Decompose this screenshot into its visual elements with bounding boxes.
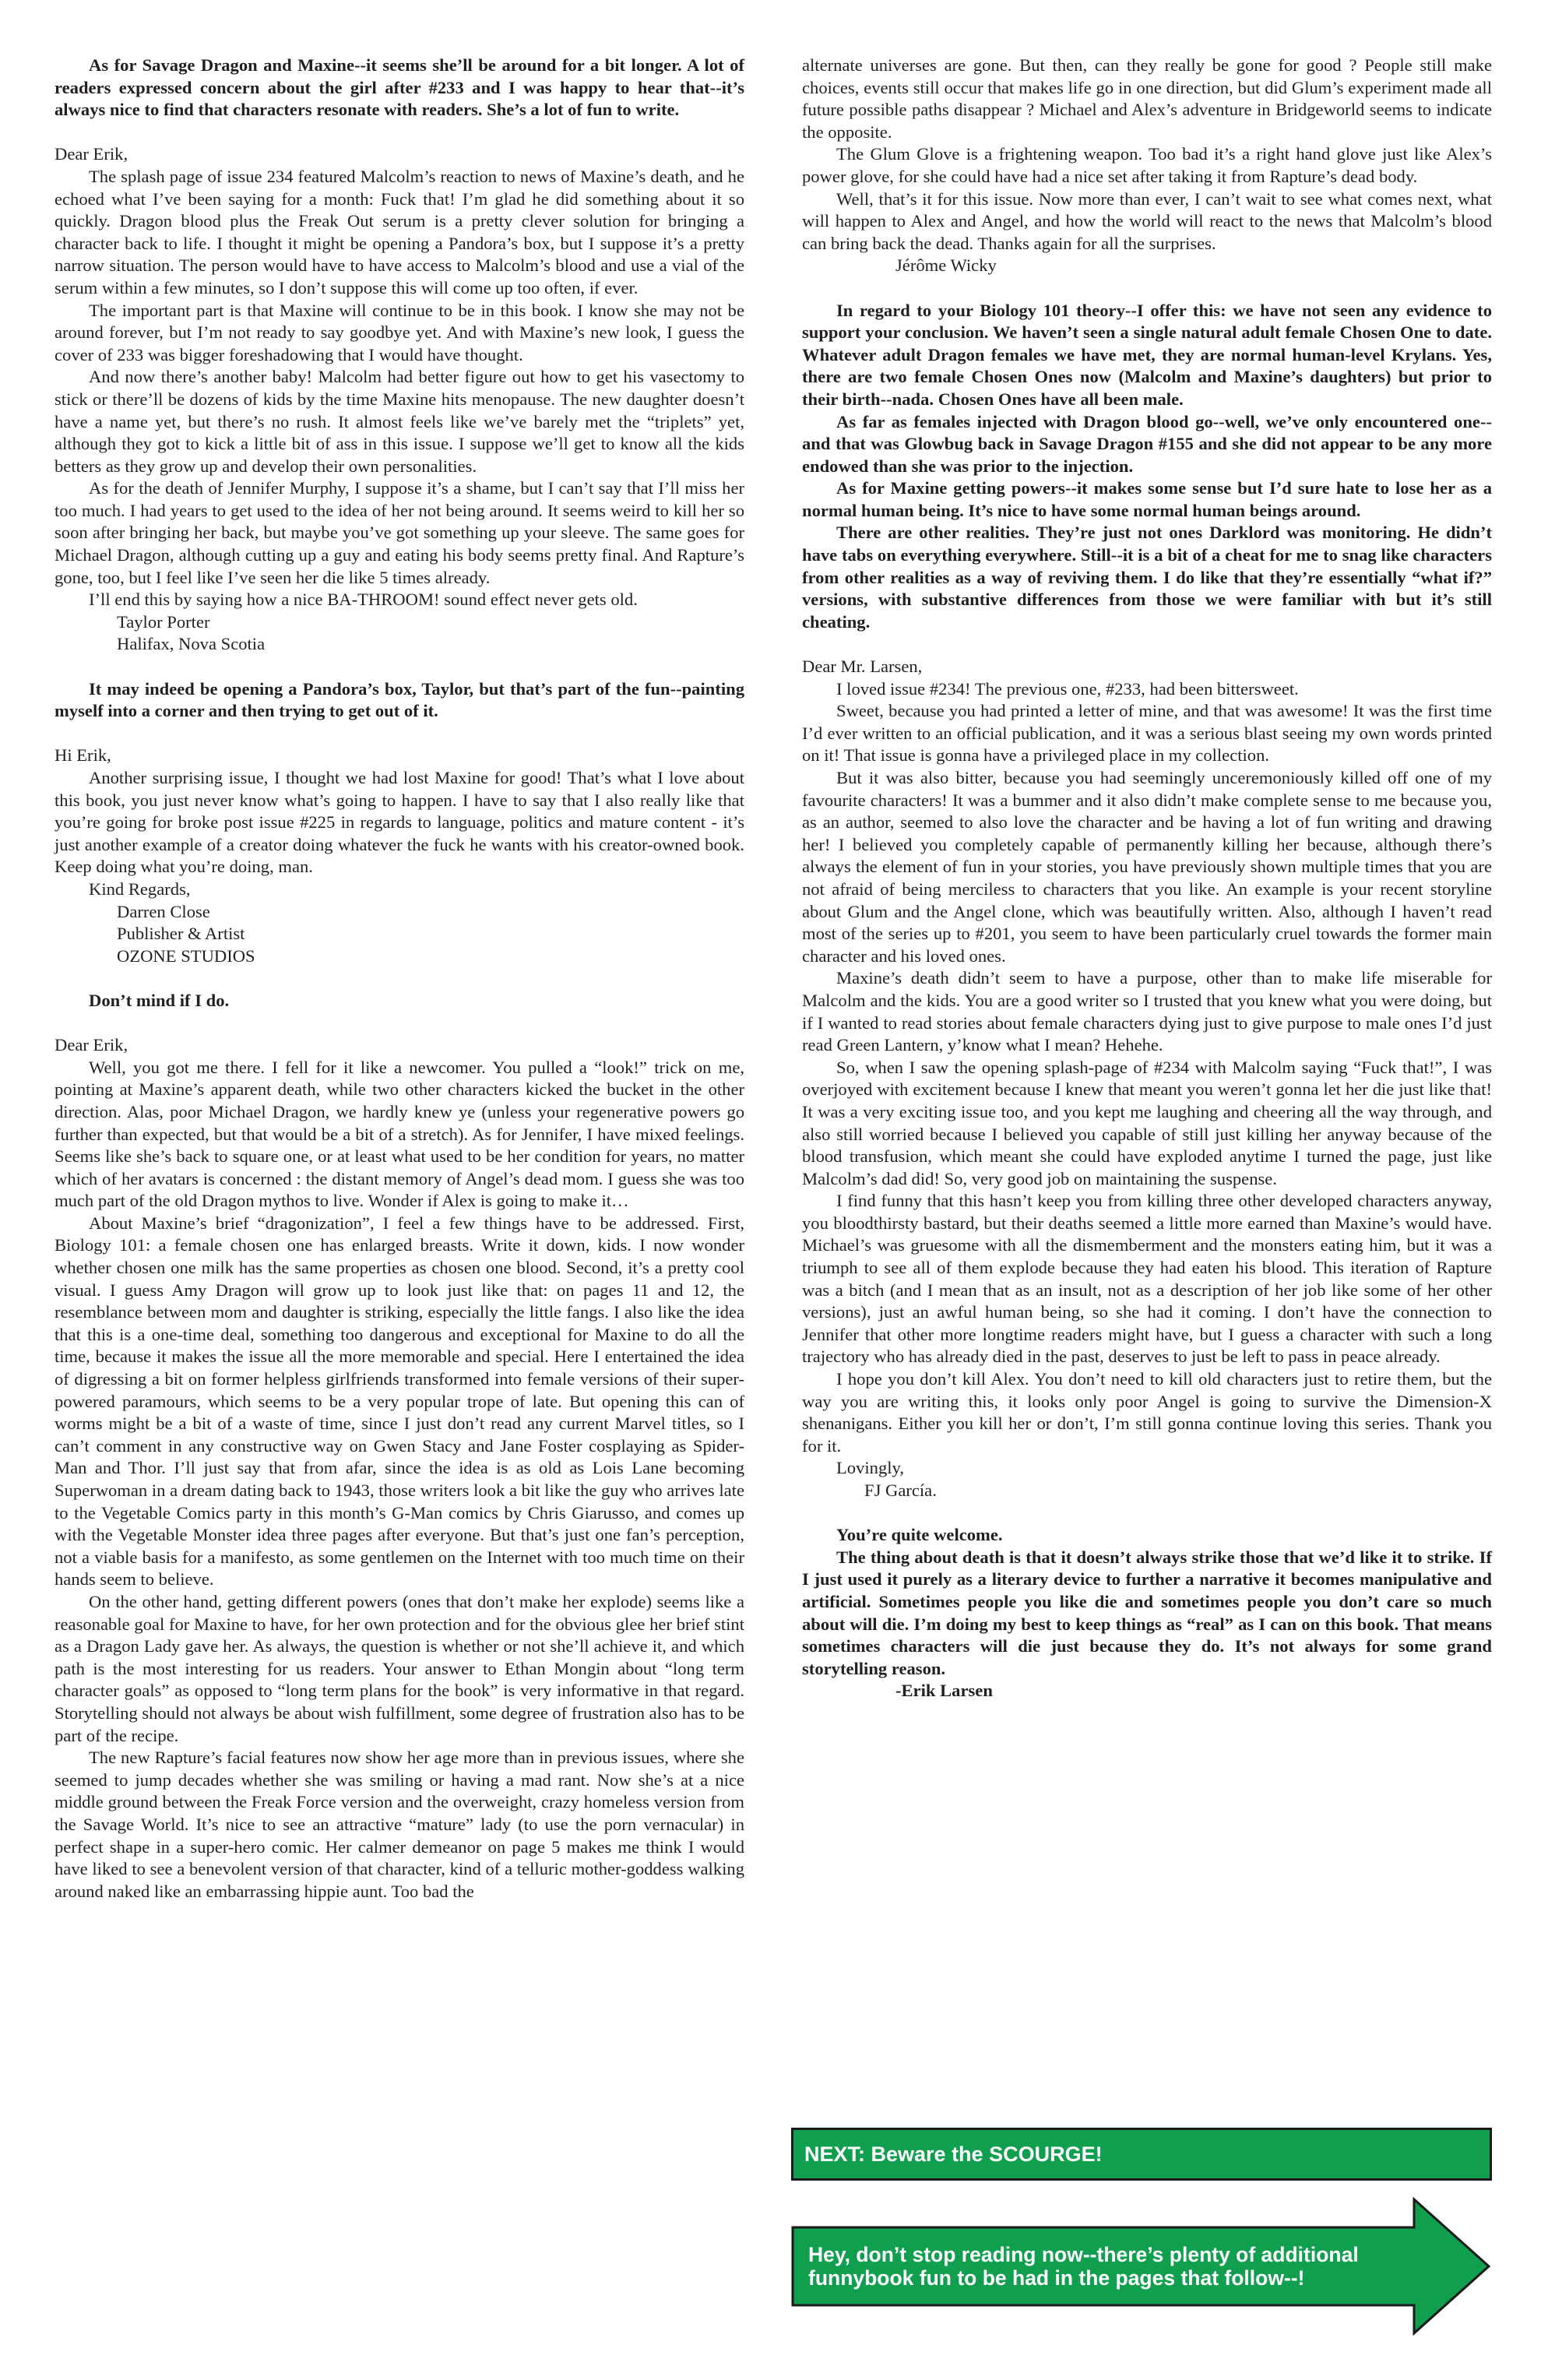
letter-paragraph: So, when I saw the opening splash-page of #234 with Malcolm saying “Fuck that!”, I was overjoyed with excitement because I knew that meant you weren’t gonna let her die just like that! It was a very exciting issue too, and you kept me laughing and cheering all the way through, and also still worried because I believed you capable of still just killing her anyway because of the blood transfusion, which meant she could have exploded anytime I turned the page, just like Malcolm’s dad did! So, very good job on maintaining the suspense. bbox=[802, 1057, 1492, 1188]
letter-paragraph: I find funny that this hasn’t keep you from killing three other developed characters anyway, you bloodthirsty bastard, but their deaths seemed a little more earned than Maxine’s would have. Michael’s was gruesome with all the dismemberment and the monsters eating him, but it was a triumph to see all of them explode because they had eaten his blood. This iteration of Rapture was a bitch (and I mean that as an insult, not as a description of her job like some of her other versions), just an awful human being, so she had it coming. I don’t have the connection to Jennifer that other more longtime readers might have, but I guess a character with such a long trajectory who has already died in the past, deserves to just be left to pass in peace already. bbox=[802, 1191, 1492, 1367]
paragraph-gap bbox=[802, 277, 1492, 300]
left-column bbox=[55, 55, 744, 1903]
editor-reply: As for Savage Dragon and Maxine--it seems she’ll be around for a bit longer. A lot of readers expressed concern about the girl after #233 and I was happy to hear that--it’s always nice to find that characters resonate with readers. She’s a lot of fun to write. bbox=[55, 55, 744, 120]
letter-paragraph: About Maxine’s brief “dragonization”, I feel a few things have to be addressed. First, Biology 101: a female chosen one has enlarged breasts. Write it down, kids. I now wonder whether chosen one milk has the same properties as chosen one blood. Second, it’s a pretty cool visual. I guess Amy Dragon will grow up to look just like that: on pages 11 and 12, the resemblance between mom and daughter is striking, especially the little fangs. I also like the idea that this is a one-time deal, something too dangerous and exceptional for Maxine to do all the time, because it makes the issue all the more memorable and special. Here I entertained the idea of digressing a bit on former helpless girlfriends transformed into female versions of their super-powered paramours, which seems to be a very popular trope of late. But opening this can of worms might be a bit of a waste of time, since I just don’t read any current Marvel titles, so I can’t comment in any constructive way on Gwen Stacy and Jane Foster cosplaying as Spider-Man and Thor. I’ll just say that from afar, since the idea is as old as Lois Lane becoming Superwoman in a dream dating back to 1943, those writers look a bit like the guy who arrives late to the Vegetable Comics party in this month’s G-Man comics by Chris Giarusso, and comes up with the Vegetable Monster idea three pages after everyone. But that’s just one fan’s perception, not a viable basis for a manifesto, as some gentlemen on the Internet with too much time on their hands seem to believe. bbox=[55, 1213, 744, 1590]
letter-signature: Darren Close bbox=[117, 901, 210, 921]
editor-reply: -Erik Larsen bbox=[895, 1681, 993, 1701]
next-issue-text: NEXT: Beware the SCOURGE! bbox=[804, 2142, 1103, 2166]
letter-signature: Taylor Porter bbox=[117, 611, 210, 632]
editor-reply: Don’t mind if I do. bbox=[89, 990, 230, 1010]
letter-paragraph: Well, that’s it for this issue. Now more than ever, I can’t wait to see what comes next, what will happen to Alex and Angel, and how the world will react to the news that Malcolm’s blood can bring back the dead. Thanks again for all the surprises. bbox=[802, 188, 1492, 253]
paragraph-gap bbox=[55, 967, 744, 990]
letter-paragraph: Dear Mr. Larsen, bbox=[802, 657, 923, 677]
letter-paragraph: And now there’s another baby! Malcolm had better figure out how to get his vasectomy to stick or there’ll be dozens of kids by the time Maxine hits menopause. The new daughter doesn’t have a name yet, but there’s no rush. It almost feels like we’ve barely met the “triplets” yet, although they got to kick a little bit of ass in this issue. I suppose we’ll get to know all the kids betters as they grow up and develop their own personalities. bbox=[55, 367, 744, 476]
letter-paragraph: Another surprising issue, I thought we had lost Maxine for good! That’s what I love about this book, you just never know what’s going to happen. I have to say that I also really like that you’re going for broke post issue #225 in regards to language, politics and mature content - it’s just another example of a creator doing whatever the fuck he wants with his creator-owned book. Keep doing what you’re doing, man. bbox=[55, 768, 744, 877]
letter-paragraph: Dear Erik, bbox=[55, 1035, 128, 1055]
letter-paragraph: Kind Regards, bbox=[89, 878, 191, 899]
letter-signature: Halifax, Nova Scotia bbox=[117, 634, 266, 654]
right-column bbox=[802, 55, 1492, 1702]
paragraph-gap bbox=[802, 633, 1492, 656]
editor-reply: It may indeed be opening a Pandora’s box, Taylor, but that’s part of the fun--painting myself into a corner and then trying to get out of it. bbox=[55, 678, 744, 721]
paragraph-gap bbox=[55, 1012, 744, 1035]
letter-paragraph: I hope you don’t kill Alex. You don’t need to kill old characters just to retire them, but the way you are writing this, it looks only poor Angel is going to survive the Dimension-X shenanigans. Either you kill her or don’t, I’m still gonna continue loving this series. Thank you for it. bbox=[802, 1369, 1492, 1456]
letter-signature: Publisher & Artist bbox=[117, 924, 245, 944]
paragraph-gap bbox=[55, 121, 744, 144]
letter-signature: Jérôme Wicky bbox=[895, 255, 997, 276]
letter-paragraph: I loved issue #234! The previous one, #233, had been bittersweet. bbox=[836, 678, 1299, 699]
letter-paragraph: Well, you got me there. I fell for it like a newcomer. You pulled a “look!” trick on me, pointing at Maxine’s apparent death, while two other characters kicked the bucket in the other direction. Alas, poor Michael Dragon, we hardly knew ye (unless your regenerative powers go further than expected, but that would be a bit of a stretch). As for Jennifer, I have mixed feelings. Seems like she’s back to square one, or at least what used to be her condition for years, no matter which of her avatars is concerned : the distant memory of Angel’s dead mom. I guess she was too much part of the old Dragon mythos to live. Wonder if Alex is going to make it… bbox=[55, 1057, 744, 1211]
letter-paragraph: Dear Erik, bbox=[55, 144, 128, 164]
editor-reply: As for Maxine getting powers--it makes some sense but I’d sure hate to lose her as a normal human being. It’s nice to have some normal human beings around. bbox=[802, 478, 1492, 520]
paragraph-gap bbox=[55, 656, 744, 678]
letter-signature: FJ García. bbox=[864, 1480, 937, 1500]
letter-paragraph: On the other hand, getting different powers (ones that don’t make her explode) seems like a reasonable goal for Maxine to have, for her own protection and for the obvious glee her brief stint as a Dragon Lady gave her. As always, the question is whether or not she’ll achieve it, and which path is the most interesting for us readers. Your answer to Ethan Mongin about “long term character goals” as opposed to “long term plans for the book” is very informative in that regard. Storytelling should not always be about wish fulfillment, some degree of frustration also has to be part of the recipe. bbox=[55, 1591, 745, 1745]
editor-reply: You’re quite welcome. bbox=[836, 1525, 1003, 1545]
paragraph-gap bbox=[55, 723, 744, 745]
continue-reading-arrow bbox=[791, 2196, 1492, 2336]
letter-paragraph: Maxine’s death didn’t seem to have a purpose, other than to make life miserable for Malcolm and the kids. You are a good writer so I trusted that you knew what you were doing, but if I wanted to read stories about female characters dying just to give purpose to male ones I’d just read Green Lantern, y’know what I mean? Hehehe. bbox=[802, 968, 1492, 1055]
letter-paragraph: The splash page of issue 234 featured Malcolm’s reaction to news of Maxine’s death, and he echoed what I’ve been saying for a month: Fuck that! I’m glad he did something about it so quickly. Dragon blood plus the Freak Out serum is a pretty clever solution for bringing a character back to life. I thought it might be opening a Pandora’s box, but I suppose it’s a pretty narrow situation. The person would have to have access to Malcolm’s blood and use a vial of the serum within a few minutes, so I don’t suppose this will come up too often, if ever. bbox=[55, 166, 744, 298]
editor-reply: There are other realities. They’re just not ones Darklord was monitoring. He didn’t have tabs on everything everywhere. Still--it is a bit of a cheat for me to snag like characters from other realities as a way of reviving them. I do like that they’re essentially “what if?” versions, with substantive differences from those we were familiar with but it’s still cheating. bbox=[802, 523, 1492, 632]
editor-reply: As far as females injected with Dragon blood go--well, we’ve only encountered one--and that was Glowbug back in Savage Dragon #155 and she did not appear to be any more endowed than she was prior to the injection. bbox=[802, 411, 1492, 476]
letter-paragraph: The Glum Glove is a frightening weapon. Too bad it’s a right hand glove just like Alex’s power glove, for she could have had a nice set after taking it from Rapture’s dead body. bbox=[802, 144, 1492, 186]
editor-reply: The thing about death is that it doesn’t always strike those that we’d like it to strike. If I just used it purely as a literary device to further a narrative it becomes manipulative and artificial. Sometimes people you like die and sometimes people you don’t care so much about will die. I’m doing my best to keep things as “real” as I can on this book. That means sometimes characters will die just because they do. It’s not always for some grand storytelling reason. bbox=[802, 1547, 1492, 1678]
letter-paragraph: Sweet, because you had printed a letter of mine, and that was awesome! It was the first time I’d ever written to an official publication, and it was a serious blast seeing my own words printed on it! That issue is gonna have a privileged place in my collection. bbox=[802, 701, 1492, 766]
editor-reply: In regard to your Biology 101 theory--I offer this: we have not seen any evidence to support your conclusion. We haven’t seen a single natural adult female Chosen One to date. Whatever adult Dragon females we have met, they are normal human-level Krylans. Yes, there are two female Chosen Ones now (Malcolm and Maxine’s daughters) but prior to their birth--nada. Chosen Ones have all been male. bbox=[802, 300, 1492, 409]
letter-paragraph: Lovingly, bbox=[836, 1458, 905, 1478]
letter-paragraph: alternate universes are gone. But then, can they really be gone for good ? People still make choices, events still occur that makes life go in one direction, but did Glum’s experiment made all future possible paths disappear ? Michael and Alex’s adventure in Bridgeworld seems to indicate the opposite. bbox=[802, 55, 1492, 142]
letter-paragraph: But it was also bitter, because you had seemingly unceremoniously killed off one of my favourite characters! It was a bummer and it also didn’t make complete sense to me because you, as an author, seemed to also love the character and be having a lot of fun writing and drawing her! I believed you completely capable of permanently killing her because, although there’s always the element of fun in your stories, you have previously shown multiple times that you are not afraid of being merciless to characters that you like. An example is your recent storyline about Glum and the Angel clone, which was beautifully written. Also, although I haven’t read most of the series up to #201, you seem to have been particularly cruel towards the former main character and his loved ones. bbox=[802, 768, 1492, 966]
paragraph-gap bbox=[802, 1502, 1492, 1525]
continue-reading-text: Hey, don’t stop reading now--there’s plenty of additional funnybook fun to be had in the pages that follow--! bbox=[808, 2243, 1359, 2290]
next-issue-box bbox=[791, 2128, 1492, 2181]
letter-paragraph: As for the death of Jennifer Murphy, I suppose it’s a shame, but I can’t say that I’ll miss her too much. I had years to get used to the idea of her not being around. It seems weird to kill her so soon after bringing her back, but maybe you’ve got something up your sleeve. The same goes for Michael Dragon, although cutting up a guy and eating his body seems pretty final. And Rapture’s gone, too, but I feel like I’ve seen her die like 5 times already. bbox=[55, 478, 744, 587]
letter-paragraph: The new Rapture’s facial features now show her age more than in previous issues, where she seemed to jump decades whether she was smiling or having a mad rant. Now she’s at a nice middle ground between the Freak Force version and the overweight, crazy homeless version from the Savage World. It’s nice to see an attractive “mature” lady (to use the porn vernacular) in perfect shape in a super-hero comic. Her calmer demeanor on page 5 makes me think I would have liked to see a benevolent version of that character, kind of a telluric mother-goddess walking around naked like an embarrassing hippie aunt. Too bad the bbox=[55, 1748, 744, 1901]
letter-paragraph: I’ll end this by saying how a nice BA-THROOM! sound effect never gets old. bbox=[89, 590, 638, 610]
letter-signature: OZONE STUDIOS bbox=[117, 945, 255, 966]
letter-paragraph: The important part is that Maxine will continue to be in this book. I know she may not be around forever, but I’m not ready to say goodbye yet. And with Maxine’s new look, I guess the cover of 233 was bigger foreshadowing that I would have thought. bbox=[55, 300, 744, 364]
letter-paragraph: Hi Erik, bbox=[55, 745, 111, 766]
